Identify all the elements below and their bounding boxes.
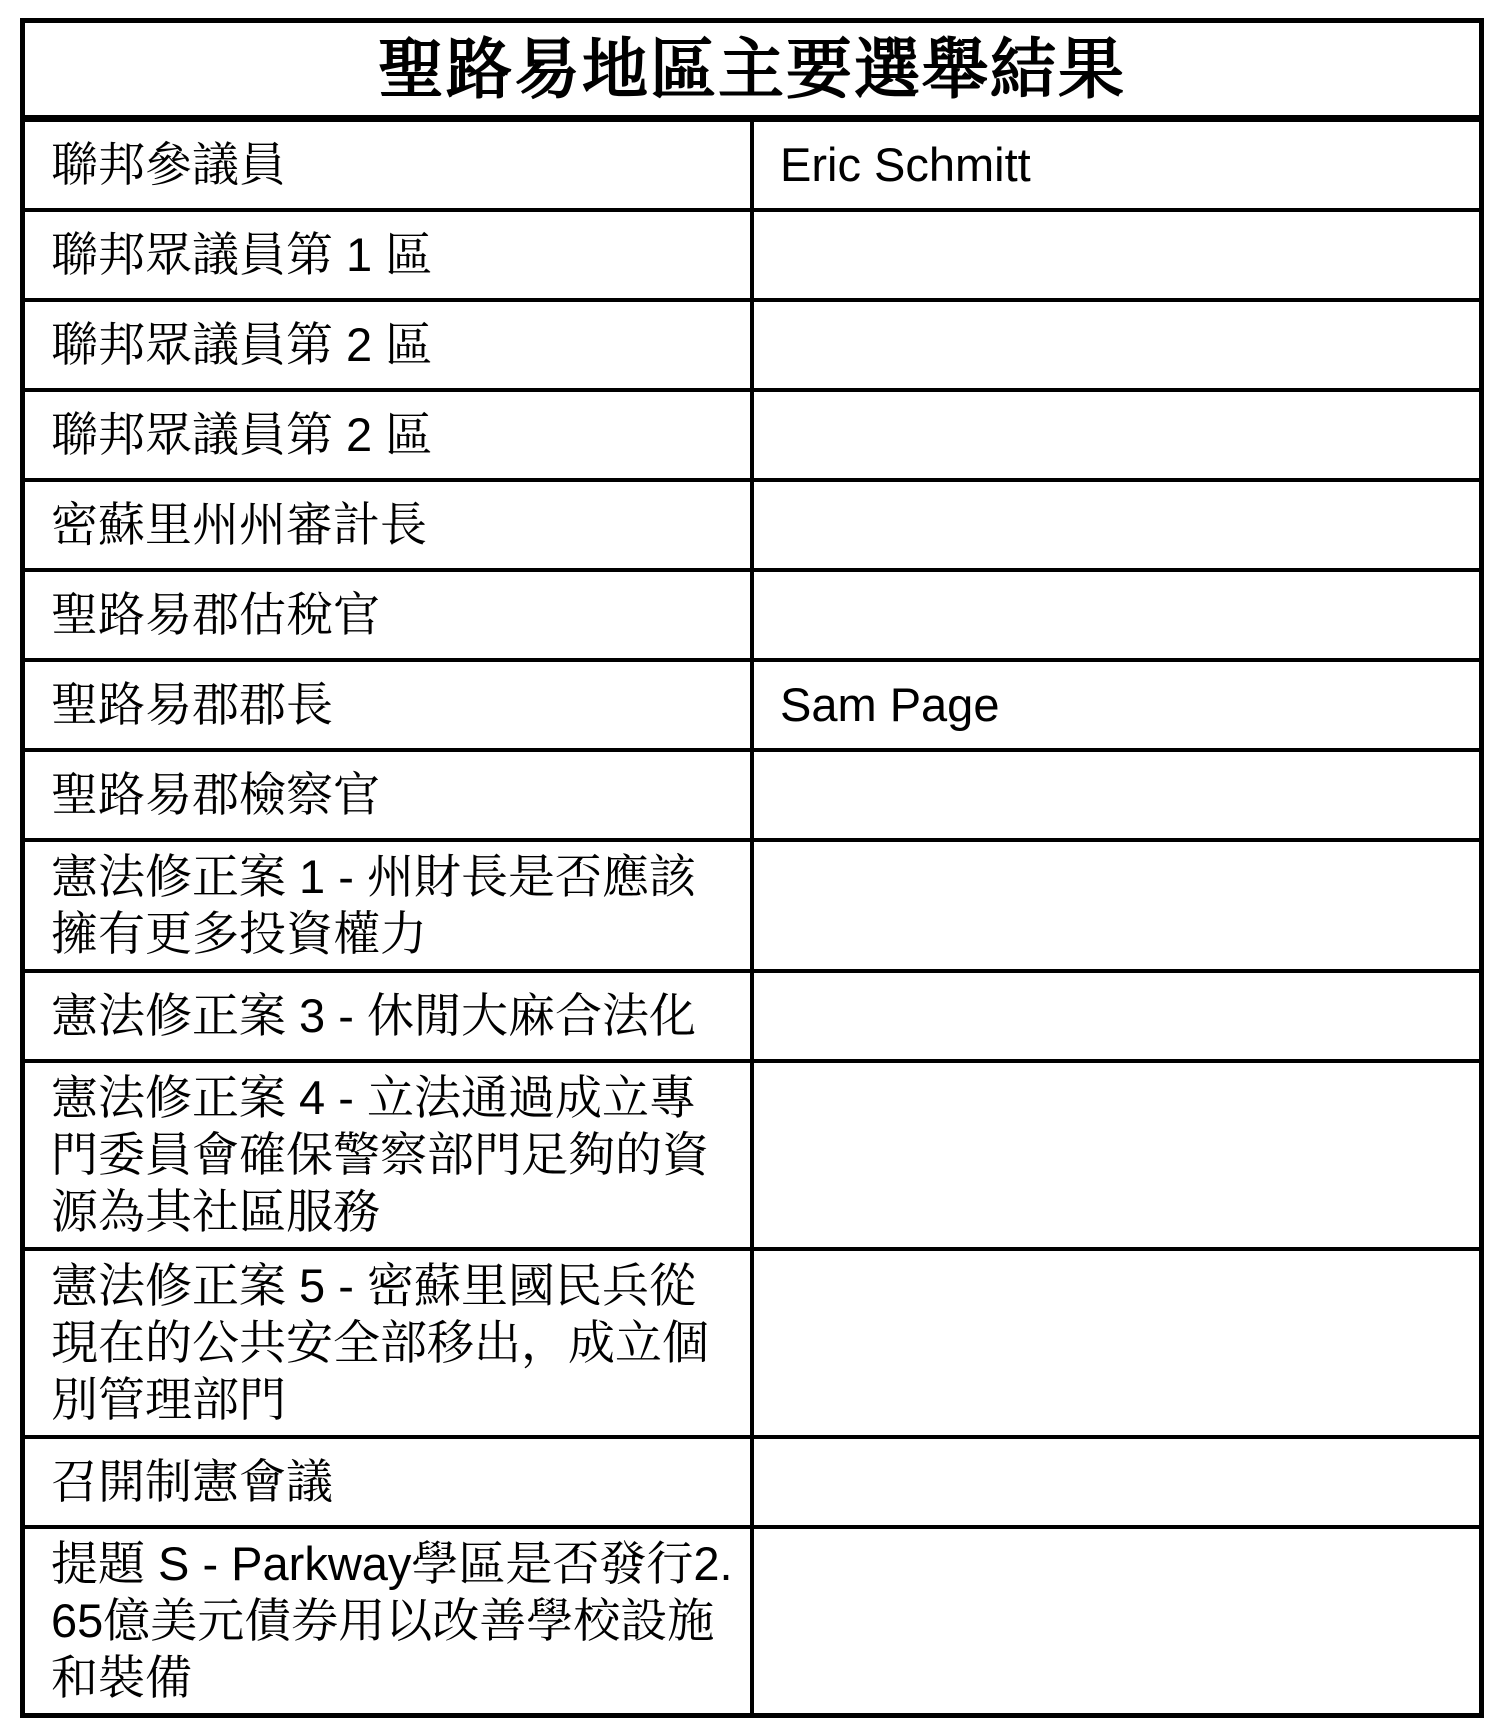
result-cell (752, 750, 1482, 840)
table-row (23, 660, 1482, 750)
office-cell: 聯邦眾議員第 2 區 (23, 390, 753, 480)
result-cell (752, 480, 1482, 570)
result-cell (752, 1061, 1482, 1249)
office-cell: 憲法修正案 4 - 立法通過成立專門委員會確保警察部門足夠的資源為其社區服務 (23, 1061, 753, 1249)
table-row (23, 1061, 1482, 1249)
table-title: 聖路易地區主要選舉結果 (23, 21, 1482, 119)
office-cell: 憲法修正案 1 - 州財長是否應該擁有更多投資權力 (23, 840, 753, 971)
result-cell (752, 840, 1482, 971)
table-row (23, 119, 1482, 211)
table-row (23, 570, 1482, 660)
result-cell (752, 570, 1482, 660)
office-cell: 聖路易郡檢察官 (23, 750, 753, 840)
election-results-table (20, 18, 1484, 1718)
table-row (23, 1527, 1482, 1715)
table-row (23, 390, 1482, 480)
office-cell: 憲法修正案 3 - 休閒大麻合法化 (23, 971, 753, 1061)
table-row (23, 480, 1482, 570)
result-cell: Eric Schmitt (752, 119, 1482, 211)
office-cell: 聯邦眾議員第 2 區 (23, 300, 753, 390)
office-cell: 密蘇里州州審計長 (23, 480, 753, 570)
table-row (23, 1437, 1482, 1527)
office-cell: 聯邦眾議員第 1 區 (23, 210, 753, 300)
result-cell (752, 210, 1482, 300)
table-row (23, 971, 1482, 1061)
table-row (23, 840, 1482, 971)
office-cell: 聯邦參議員 (23, 119, 753, 211)
result-cell (752, 300, 1482, 390)
result-cell (752, 1249, 1482, 1437)
table-row (23, 1249, 1482, 1437)
election-results-table-body (23, 21, 1482, 1716)
office-cell: 提題 S - Parkway學區是否發行2. 65億美元債券用以改善學校設施和裝備 (23, 1527, 753, 1715)
office-cell: 召開制憲會議 (23, 1437, 753, 1527)
table-row (23, 300, 1482, 390)
office-cell: 聖路易郡郡長 (23, 660, 753, 750)
table-row (23, 210, 1482, 300)
result-cell (752, 1437, 1482, 1527)
table-title-row (23, 21, 1482, 119)
result-cell (752, 390, 1482, 480)
result-cell (752, 1527, 1482, 1715)
table-row (23, 750, 1482, 840)
office-cell: 憲法修正案 5 - 密蘇里國民兵從現在的公共安全部移出，成立個別管理部門 (23, 1249, 753, 1437)
office-cell: 聖路易郡估稅官 (23, 570, 753, 660)
result-cell (752, 971, 1482, 1061)
result-cell: Sam Page (752, 660, 1482, 750)
